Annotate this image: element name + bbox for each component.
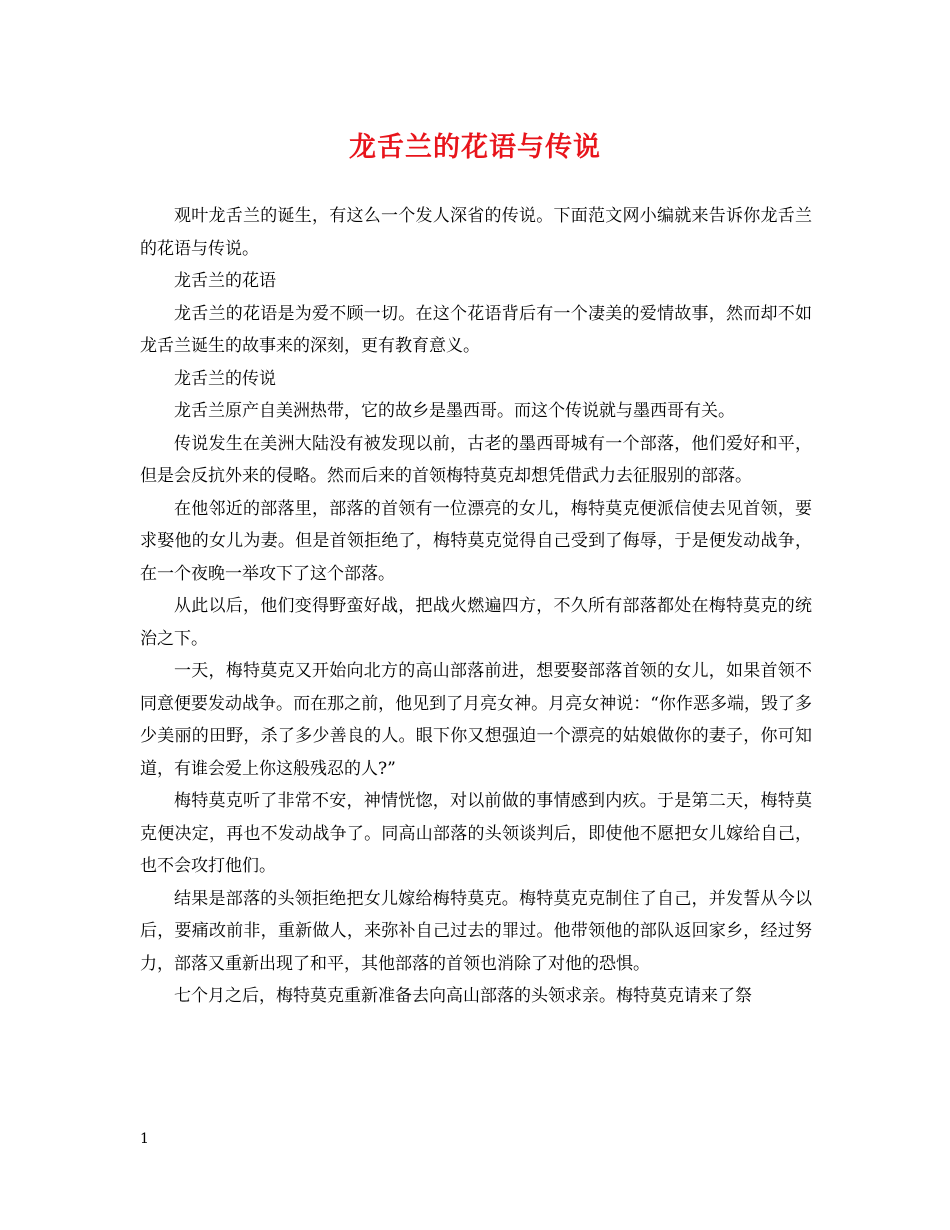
paragraph: 龙舌兰的花语是为爱不顾一切。在这个花语背后有一个凄美的爱情故事，然而却不如龙舌兰诞生的故事来的深刻，更有教育意义。 bbox=[140, 303, 812, 356]
intro-paragraph: 观叶龙舌兰的诞生，有这么一个发人深省的传说。下面范文网小编就来告诉你龙舌兰的花语与传说。 bbox=[140, 206, 812, 259]
paragraph: 梅特莫克听了非常不安，神情恍惚，对以前做的事情感到内疚。于是第二天，梅特莫克便决定，再也不发动战争了。同高山部落的头领谈判后，即使他不愿把女儿嫁给自己，也不会攻打他们。 bbox=[140, 791, 812, 876]
paragraph: 龙舌兰原产自美洲热带，它的故乡是墨西哥。而这个传说就与墨西哥有关。 bbox=[174, 401, 735, 421]
section-heading-flower-language: 龙舌兰的花语 bbox=[174, 271, 276, 291]
page-number: 1 bbox=[140, 1131, 149, 1147]
section-heading-legend: 龙舌兰的传说 bbox=[174, 368, 276, 389]
paragraph: 在他邻近的部落里，部落的首领有一位漂亮的女儿，梅特莫克便派信使去见首领，要求娶他的女儿为妻。但是首领拒绝了，梅特莫克觉得自己受到了侮辱，于是便发动战争，在一个夜晚一举攻下了这个部落。 bbox=[140, 498, 812, 584]
paragraph: 结果是部落的头领拒绝把女儿嫁给梅特莫克。梅特莫克克制住了自己，并发誓从今以后，要痛改前非，重新做人，来弥补自己过去的罪过。他带领他的部队返回家乡，经过努力，部落又重新出现了和平，其他部落的首领也消除了对他的恐惧。 bbox=[140, 888, 812, 974]
document-body bbox=[140, 200, 812, 1013]
paragraph: 一天，梅特莫克又开始向北方的高山部落前进，想要娶部落首领的女儿，如果首领不同意便要发动战争。而在那之前，他见到了月亮女神。月亮女神说：“你作恶多端，毁了多少美丽的田野，杀了多少善良的人。眼下你又想强迫一个漂亮的姑娘做你的妻子，你可知道，有谁会爱上你这般残忍的人?” bbox=[140, 661, 812, 779]
paragraph: 七个月之后，梅特莫克重新准备去向高山部落的头领求亲。梅特莫克请来了祭 bbox=[174, 986, 752, 1006]
paragraph: 传说发生在美洲大陆没有被发现以前，古老的墨西哥城有一个部落，他们爱好和平，但是会反抗外来的侵略。然而后来的首领梅特莫克却想凭借武力去征服别的部落。 bbox=[140, 433, 812, 486]
document-title: 龙舌兰的花语与传说 bbox=[349, 132, 601, 163]
paragraph: 从此以后，他们变得野蛮好战，把战火燃遍四方，不久所有部落都处在梅特莫克的统治之下。 bbox=[140, 596, 812, 649]
